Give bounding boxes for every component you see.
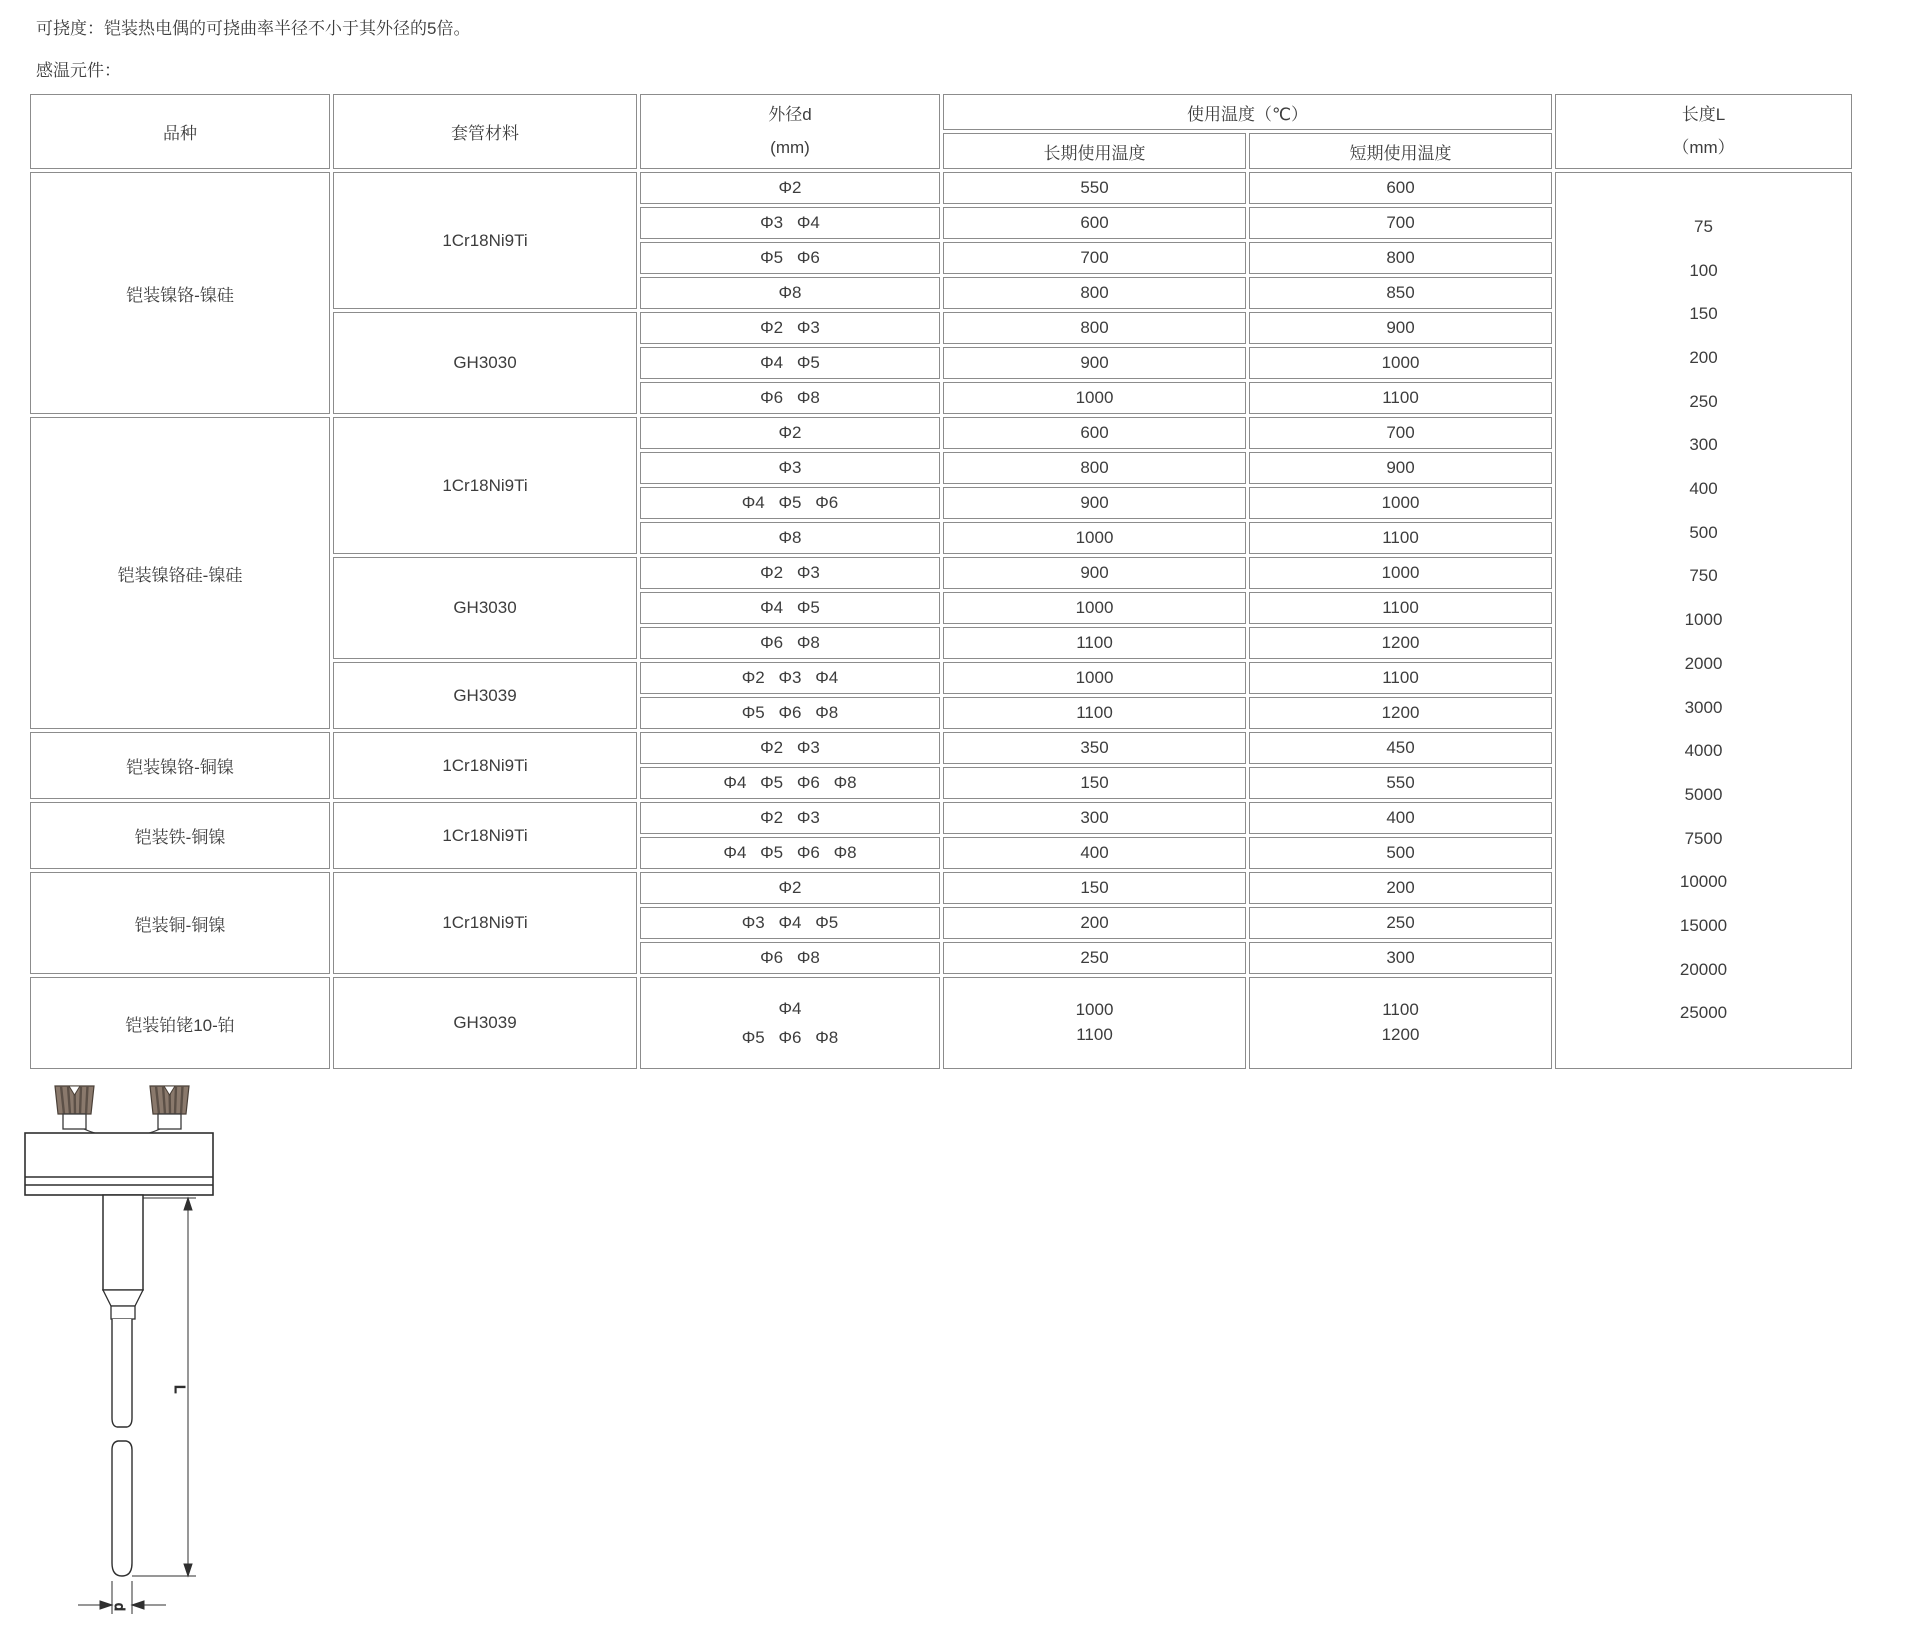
- header-short-term-temp: 短期使用温度: [1249, 133, 1552, 169]
- short-temp-cell: 800: [1249, 242, 1552, 274]
- length-value: 4000: [1684, 741, 1723, 761]
- variety-cell: 铠装镍铬-铜镍: [30, 732, 330, 799]
- od-cell: Φ2 Φ3: [640, 312, 940, 344]
- short-temp-cell: 200: [1249, 872, 1552, 904]
- long-temp-cell: 600: [943, 207, 1246, 239]
- od-cell: Φ3 Φ4 Φ5: [640, 907, 940, 939]
- length-value: 1000: [1684, 610, 1723, 630]
- od-cell: Φ2 Φ3: [640, 557, 940, 589]
- header-long-term-temp: 长期使用温度: [943, 133, 1246, 169]
- long-temp-cell: 1000: [943, 382, 1246, 414]
- short-temp-cell: 1100: [1249, 522, 1552, 554]
- length-value: 20000: [1679, 959, 1728, 979]
- length-value: 150: [1689, 304, 1718, 324]
- od-cell: Φ4 Φ5 Φ6 Φ8: [640, 837, 940, 869]
- long-temp-cell: 800: [943, 312, 1246, 344]
- variety-cell: 铠装镍铬硅-镍硅: [30, 417, 330, 729]
- short-temp-cell: 450: [1249, 732, 1552, 764]
- long-temp-cell: 1000: [943, 522, 1246, 554]
- short-temp-cell: 1100: [1249, 382, 1552, 414]
- long-temp-cell: 550: [943, 172, 1246, 204]
- length-label: L: [171, 1385, 188, 1394]
- od-cell: Φ8: [640, 522, 940, 554]
- long-temp-cell: 150: [943, 872, 1246, 904]
- od-cell: Φ5 Φ6 Φ8: [640, 697, 940, 729]
- length-value: 3000: [1684, 697, 1723, 717]
- long-temp-cell: 200: [943, 907, 1246, 939]
- short-temp-cell: 1100 1200: [1249, 977, 1552, 1069]
- short-temp-cell: 1100: [1249, 662, 1552, 694]
- length-value: 7500: [1684, 828, 1723, 848]
- material-cell: 1Cr18Ni9Ti: [333, 802, 637, 869]
- variety-cell: 铠装铂铑10-铂: [30, 977, 330, 1069]
- length-value: 750: [1689, 566, 1718, 586]
- long-temp-cell: 1000: [943, 662, 1246, 694]
- variety-cell: 铠装镍铬-镍硅: [30, 172, 330, 414]
- material-cell: GH3030: [333, 312, 637, 414]
- long-temp-cell: 150: [943, 767, 1246, 799]
- material-cell: 1Cr18Ni9Ti: [333, 417, 637, 554]
- short-temp-cell: 550: [1249, 767, 1552, 799]
- length-value: 300: [1689, 435, 1718, 455]
- length-value: 2000: [1684, 653, 1723, 673]
- od-cell: Φ6 Φ8: [640, 627, 940, 659]
- length-value: 5000: [1684, 784, 1723, 804]
- od-cell: Φ2 Φ3: [640, 802, 940, 834]
- od-cell: Φ3: [640, 452, 940, 484]
- short-temp-cell: 1100: [1249, 592, 1552, 624]
- short-temp-cell: 600: [1249, 172, 1552, 204]
- terminal-cap-icon: [150, 1086, 189, 1129]
- table-header: [30, 94, 1852, 169]
- header-length: 长度L （mm）: [1555, 94, 1852, 169]
- sensor-element-label: 感温元件：: [36, 61, 121, 80]
- short-temp-cell: 300: [1249, 942, 1552, 974]
- long-temp-cell: 1000: [943, 592, 1246, 624]
- diameter-label: d: [112, 1603, 128, 1611]
- od-cell: Φ2: [640, 872, 940, 904]
- connection-head: [25, 1133, 213, 1195]
- length-value: 25000: [1679, 1003, 1728, 1023]
- short-temp-cell: 1200: [1249, 627, 1552, 659]
- header-variety: 品种: [30, 94, 330, 169]
- od-cell: Φ2 Φ3: [640, 732, 940, 764]
- long-temp-cell: 1100: [943, 627, 1246, 659]
- material-cell: GH3039: [333, 662, 637, 729]
- long-temp-cell: 350: [943, 732, 1246, 764]
- short-temp-cell: 500: [1249, 837, 1552, 869]
- thermocouple-spec-table: [27, 91, 1855, 1072]
- short-temp-cell: 700: [1249, 417, 1552, 449]
- od-cell: Φ4 Φ5: [640, 347, 940, 379]
- od-cell: Φ8: [640, 277, 940, 309]
- lengths-cell: [1555, 172, 1852, 1069]
- od-cell: Φ6 Φ8: [640, 382, 940, 414]
- od-cell: Φ2: [640, 417, 940, 449]
- header-temperature: 使用温度（℃）: [943, 94, 1552, 130]
- short-temp-cell: 900: [1249, 452, 1552, 484]
- length-value: 100: [1689, 260, 1718, 280]
- table-row: [30, 172, 1852, 204]
- short-temp-cell: 400: [1249, 802, 1552, 834]
- long-temp-cell: 800: [943, 452, 1246, 484]
- table-body: [30, 172, 1852, 1069]
- short-temp-cell: 1200: [1249, 697, 1552, 729]
- short-temp-cell: 900: [1249, 312, 1552, 344]
- length-value: 200: [1689, 348, 1718, 368]
- short-temp-cell: 700: [1249, 207, 1552, 239]
- od-cell: Φ2 Φ3 Φ4: [640, 662, 940, 694]
- short-temp-cell: 1000: [1249, 347, 1552, 379]
- probe-sheath: [103, 1195, 143, 1576]
- long-temp-cell: 800: [943, 277, 1246, 309]
- material-cell: GH3039: [333, 977, 637, 1069]
- length-value: 500: [1689, 522, 1718, 542]
- long-temp-cell: 400: [943, 837, 1246, 869]
- short-temp-cell: 250: [1249, 907, 1552, 939]
- long-temp-cell: 250: [943, 942, 1246, 974]
- thermocouple-diagram: [20, 1078, 1920, 1638]
- header-sheath-material: 套管材料: [333, 94, 637, 169]
- length-value: 400: [1689, 479, 1718, 499]
- diameter-dimension: [78, 1581, 166, 1614]
- short-temp-cell: 1000: [1249, 487, 1552, 519]
- length-value: 15000: [1679, 915, 1728, 935]
- od-cell: Φ2: [640, 172, 940, 204]
- material-cell: 1Cr18Ni9Ti: [333, 872, 637, 974]
- od-cell: Φ4 Φ5: [640, 592, 940, 624]
- long-temp-cell: 600: [943, 417, 1246, 449]
- od-cell: Φ5 Φ6: [640, 242, 940, 274]
- long-temp-cell: 900: [943, 557, 1246, 589]
- variety-cell: 铠装铜-铜镍: [30, 872, 330, 974]
- od-cell: Φ3 Φ4: [640, 207, 940, 239]
- material-cell: 1Cr18Ni9Ti: [333, 732, 637, 799]
- long-temp-cell: 300: [943, 802, 1246, 834]
- short-temp-cell: 850: [1249, 277, 1552, 309]
- length-value: 10000: [1679, 872, 1728, 892]
- flexibility-note: 可挠度：铠装热电偶的可挠曲率半径不小于其外径的5倍。: [36, 19, 471, 38]
- od-cell: Φ6 Φ8: [640, 942, 940, 974]
- material-cell: 1Cr18Ni9Ti: [333, 172, 637, 309]
- long-temp-cell: 900: [943, 347, 1246, 379]
- od-cell: Φ4 Φ5 Φ6 Φ8: [640, 767, 940, 799]
- long-temp-cell: 1100: [943, 697, 1246, 729]
- long-temp-cell: 1000 1100: [943, 977, 1246, 1069]
- od-cell: Φ4 Φ5 Φ6 Φ8: [640, 977, 940, 1069]
- short-temp-cell: 1000: [1249, 557, 1552, 589]
- material-cell: GH3030: [333, 557, 637, 659]
- od-cell: Φ4 Φ5 Φ6: [640, 487, 940, 519]
- length-value: 250: [1689, 391, 1718, 411]
- long-temp-cell: 700: [943, 242, 1246, 274]
- terminal-cap-icon: [55, 1086, 94, 1129]
- variety-cell: 铠装铁-铜镍: [30, 802, 330, 869]
- long-temp-cell: 900: [943, 487, 1246, 519]
- header-outer-diameter: 外径d (mm): [640, 94, 940, 169]
- length-value: 75: [1694, 216, 1713, 236]
